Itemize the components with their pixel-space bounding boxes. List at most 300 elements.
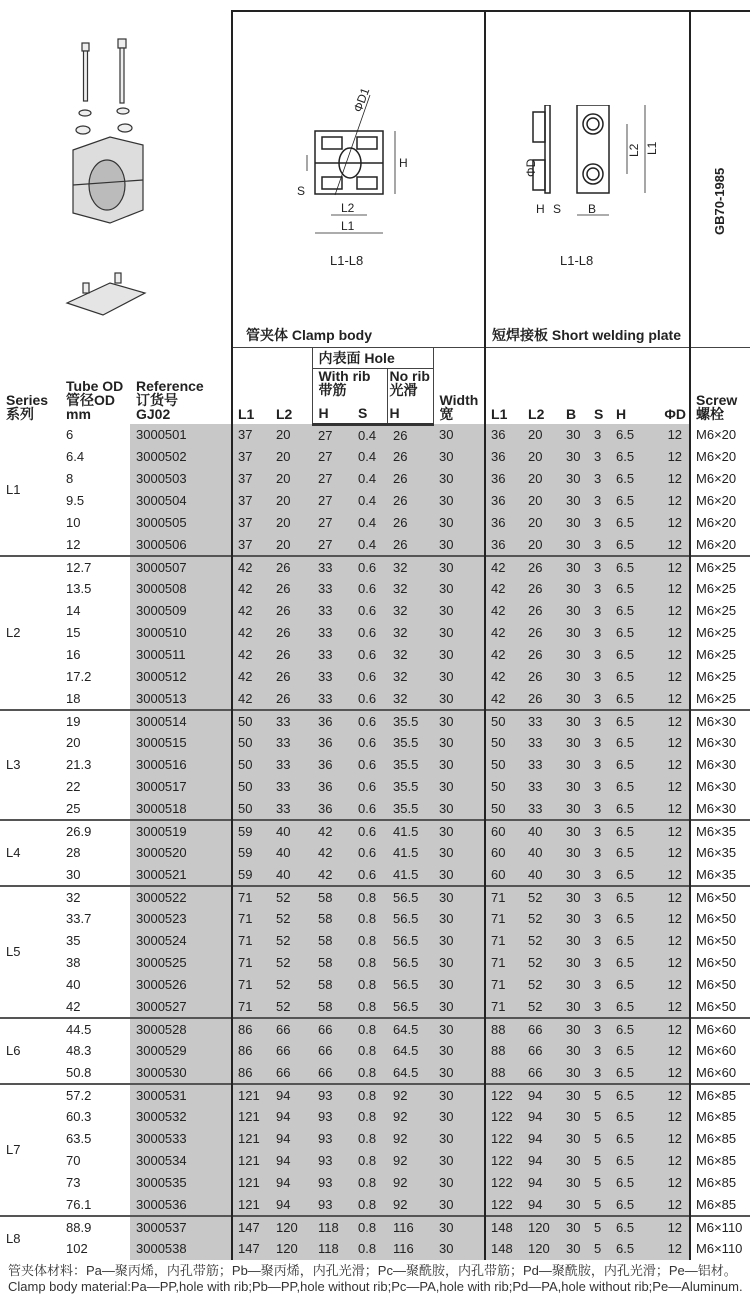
plate-b-cell: 30 bbox=[560, 710, 592, 732]
plate-l2-cell: 26 bbox=[522, 622, 560, 644]
clamp-h-cell: 33 bbox=[312, 578, 352, 600]
plate-d-cell: 12 bbox=[640, 1194, 690, 1216]
reference-cell: 3000522 bbox=[130, 886, 232, 908]
reference-cell: 3000508 bbox=[130, 578, 232, 600]
plate-h-cell: 6.5 bbox=[610, 732, 640, 754]
reference-cell: 3000501 bbox=[130, 424, 232, 446]
series-cell: L4 bbox=[0, 820, 60, 886]
plate-h-cell: 6.5 bbox=[610, 622, 640, 644]
plate-d-cell: 12 bbox=[640, 908, 690, 930]
clamp-l2-cell: 20 bbox=[270, 446, 312, 468]
clamp-s-cell: 0.6 bbox=[352, 776, 387, 798]
clamp-l1-cell: 42 bbox=[232, 666, 270, 688]
plate-l1-cell: 50 bbox=[485, 798, 522, 820]
plate-l2-cell: 26 bbox=[522, 556, 560, 578]
plate-b-cell: 30 bbox=[560, 842, 592, 864]
clamp-h-cell: 33 bbox=[312, 688, 352, 710]
plate-l2-cell: 66 bbox=[522, 1062, 560, 1084]
clamp-h-norib-cell: 35.5 bbox=[387, 776, 433, 798]
clamp-s-cell: 0.6 bbox=[352, 666, 387, 688]
plate-s-cell: 3 bbox=[592, 996, 610, 1018]
plate-d-cell: 12 bbox=[640, 1150, 690, 1172]
screw-cell: M6×50 bbox=[696, 911, 737, 926]
table-row bbox=[0, 556, 750, 578]
reference-cell: 3000514 bbox=[130, 710, 232, 732]
clamp-l2-cell: 20 bbox=[270, 468, 312, 490]
clamp-l1-cell: 121 bbox=[232, 1172, 270, 1194]
plate-l2-cell: 52 bbox=[522, 886, 560, 908]
width-cell: 30 bbox=[433, 996, 485, 1018]
reference-cell: 3000534 bbox=[130, 1150, 232, 1172]
reference-cell: 3000516 bbox=[130, 754, 232, 776]
plate-d-cell: 12 bbox=[640, 886, 690, 908]
clamp-h-cell: 66 bbox=[312, 1018, 352, 1040]
clamp-h-cell: 36 bbox=[312, 710, 352, 732]
clamp-h-norib-cell: 92 bbox=[387, 1150, 433, 1172]
clamp-l1-cell: 42 bbox=[232, 556, 270, 578]
clamp-l2-cell: 20 bbox=[270, 512, 312, 534]
clamp-s-cell: 0.8 bbox=[352, 1194, 387, 1216]
reference-cell: 3000518 bbox=[130, 798, 232, 820]
plate-l1-cell: 60 bbox=[485, 864, 522, 886]
clamp-h-norib-cell: 92 bbox=[387, 1106, 433, 1128]
tube-od-cell: 50.8 bbox=[66, 1064, 92, 1080]
plate-b-cell: 30 bbox=[560, 1084, 592, 1106]
reference-cell: 3000507 bbox=[130, 556, 232, 578]
tube-od-cell: 12 bbox=[66, 536, 81, 552]
plate-h-cell: 6.5 bbox=[610, 1216, 640, 1238]
plate-s-cell: 3 bbox=[592, 820, 610, 842]
tube-od-cell: 17.2 bbox=[66, 669, 92, 684]
clamp-h-cell: 58 bbox=[312, 952, 352, 974]
plate-l1-cell: 122 bbox=[485, 1172, 522, 1194]
clamp-l1-cell: 42 bbox=[232, 688, 270, 710]
series-cell: L1 bbox=[6, 481, 21, 497]
dim-h-label: H bbox=[536, 202, 545, 216]
clamp-h-norib-cell: 26 bbox=[387, 424, 433, 446]
table-row bbox=[0, 578, 750, 600]
clamp-l1-cell: 50 bbox=[232, 732, 270, 754]
clamp-l1-cell: 59 bbox=[232, 842, 270, 864]
plate-caption: L1-L8 bbox=[560, 253, 594, 268]
clamp-h-norib-cell: 64.5 bbox=[387, 1062, 433, 1084]
plate-s-cell: 3 bbox=[592, 534, 610, 556]
clamp-h-norib-cell: 41.5 bbox=[387, 820, 433, 842]
clamp-l2-cell: 40 bbox=[270, 820, 312, 842]
screw-cell: M6×50 bbox=[696, 955, 737, 970]
plate-l2-cell: 52 bbox=[522, 996, 560, 1018]
plate-s-cell: 3 bbox=[592, 974, 610, 996]
plate-l2-cell: 20 bbox=[522, 468, 560, 490]
clamp-s-cell: 0.8 bbox=[352, 1040, 387, 1062]
clamp-l1-cell: 121 bbox=[232, 1106, 270, 1128]
clamp-s-cell: 0.6 bbox=[352, 622, 387, 644]
reference-cell: 3000530 bbox=[130, 1062, 232, 1084]
clamp-l2-cell: 26 bbox=[270, 556, 312, 578]
clamp-l1-cell: 86 bbox=[232, 1018, 270, 1040]
plate-s-cell: 3 bbox=[592, 468, 610, 490]
reference-cell: 3000532 bbox=[130, 1106, 232, 1128]
clamp-h-norib-cell: 26 bbox=[387, 446, 433, 468]
clamp-l1-cell: 59 bbox=[232, 820, 270, 842]
clamp-h-cell: 33 bbox=[312, 556, 352, 578]
clamp-h-norib-cell: 35.5 bbox=[387, 754, 433, 776]
header-hole: 内表面 Hole bbox=[312, 348, 433, 369]
plate-l1-cell: 148 bbox=[485, 1238, 522, 1260]
header-screw: Screw 螺栓 bbox=[690, 348, 750, 425]
plate-d-cell: 12 bbox=[640, 1172, 690, 1194]
dim-h-label: H bbox=[399, 156, 408, 170]
plate-b-cell: 30 bbox=[560, 1216, 592, 1238]
plate-h-cell: 6.5 bbox=[610, 886, 640, 908]
reference-cell: 3000535 bbox=[130, 1172, 232, 1194]
material-note-cn: 管夹体材料：Pa—聚丙烯，内孔带筋；Pb—聚丙烯，内孔光滑；Pc—聚酰胺，内孔带筋；Pd—聚酰胺，内孔光滑；Pe—铝材。 bbox=[8, 1263, 737, 1278]
plate-b-cell: 30 bbox=[560, 908, 592, 930]
screw-cell: M6×25 bbox=[696, 603, 737, 618]
reference-cell: 3000523 bbox=[130, 908, 232, 930]
clamp-s-cell: 0.8 bbox=[352, 1084, 387, 1106]
clamp-h-cell: 33 bbox=[312, 666, 352, 688]
plate-h-cell: 6.5 bbox=[610, 578, 640, 600]
plate-b-cell: 30 bbox=[560, 556, 592, 578]
plate-h-cell: 6.5 bbox=[610, 1172, 640, 1194]
plate-s-cell: 5 bbox=[592, 1106, 610, 1128]
tube-od-cell: 19 bbox=[60, 710, 130, 732]
width-cell: 30 bbox=[433, 490, 485, 512]
clamp-h-norib-cell: 56.5 bbox=[387, 930, 433, 952]
width-cell: 30 bbox=[433, 776, 485, 798]
screw-cell: M6×110 bbox=[690, 1216, 750, 1238]
clamp-h-cell: 33 bbox=[312, 644, 352, 666]
clamp-l1-cell: 71 bbox=[232, 952, 270, 974]
plate-s-cell: 3 bbox=[592, 776, 610, 798]
plate-d-cell: 12 bbox=[640, 512, 690, 534]
clamp-h-norib-cell: 116 bbox=[387, 1216, 433, 1238]
tube-od-cell: 73 bbox=[66, 1175, 81, 1190]
plate-b-cell: 30 bbox=[560, 864, 592, 886]
plate-d-cell: 12 bbox=[640, 578, 690, 600]
reference-cell: 3000520 bbox=[130, 842, 232, 864]
screw-cell: M6×85 bbox=[696, 1196, 737, 1212]
table-row bbox=[0, 974, 750, 996]
width-cell: 30 bbox=[433, 600, 485, 622]
screw-cell: M6×85 bbox=[696, 1153, 737, 1168]
table-row bbox=[0, 930, 750, 952]
clamp-h-cell: 118 bbox=[312, 1238, 352, 1260]
clamp-h-cell: 93 bbox=[312, 1128, 352, 1150]
plate-l1-cell: 42 bbox=[485, 644, 522, 666]
clamp-h-norib-cell: 64.5 bbox=[387, 1018, 433, 1040]
plate-d-cell: 12 bbox=[640, 644, 690, 666]
table-row bbox=[0, 820, 750, 842]
plate-l2-cell: 52 bbox=[522, 908, 560, 930]
tube-od-cell: 48.3 bbox=[66, 1043, 92, 1058]
plate-s-cell: 3 bbox=[592, 798, 610, 820]
screw-cell: M6×30 bbox=[696, 735, 737, 750]
clamp-h-norib-cell: 26 bbox=[387, 490, 433, 512]
plate-b-cell: 30 bbox=[560, 666, 592, 688]
screw-cell: M6×20 bbox=[696, 449, 737, 464]
plate-d-cell: 12 bbox=[640, 1238, 690, 1260]
width-cell: 30 bbox=[433, 974, 485, 996]
table-row bbox=[0, 754, 750, 776]
screw-cell: M6×50 bbox=[690, 886, 750, 908]
width-cell: 30 bbox=[433, 1106, 485, 1128]
clamp-h-norib-cell: 32 bbox=[387, 600, 433, 622]
table-row bbox=[0, 600, 750, 622]
tube-od-cell: 26.9 bbox=[60, 820, 130, 842]
clamp-h-cell: 93 bbox=[312, 1084, 352, 1106]
clamp-s-cell: 0.6 bbox=[352, 864, 387, 886]
clamp-l2-cell: 20 bbox=[270, 534, 312, 556]
screw-cell: M6×30 bbox=[696, 757, 737, 772]
clamp-l1-cell: 121 bbox=[232, 1128, 270, 1150]
clamp-h-norib-cell: 32 bbox=[387, 666, 433, 688]
tube-od-cell: 6 bbox=[66, 427, 74, 442]
clamp-s-cell: 0.6 bbox=[352, 644, 387, 666]
clamp-h-norib-cell: 56.5 bbox=[387, 886, 433, 908]
plate-b-cell: 30 bbox=[560, 732, 592, 754]
plate-d-cell: 12 bbox=[640, 974, 690, 996]
plate-h-cell: 6.5 bbox=[610, 930, 640, 952]
width-cell: 30 bbox=[433, 556, 485, 578]
width-cell: 30 bbox=[433, 1040, 485, 1062]
dim-d-label: ΦD bbox=[524, 158, 538, 177]
plate-l1-cell: 36 bbox=[485, 534, 522, 556]
clamp-h-norib-cell: 35.5 bbox=[387, 732, 433, 754]
screw-cell: M6×50 bbox=[696, 933, 737, 948]
tube-od-cell: 9.5 bbox=[66, 493, 85, 508]
clamp-l2-cell: 52 bbox=[270, 974, 312, 996]
plate-d-cell: 12 bbox=[640, 688, 690, 710]
clamp-h-cell: 33 bbox=[312, 600, 352, 622]
plate-l2-cell: 26 bbox=[522, 644, 560, 666]
clamp-l2-cell: 94 bbox=[270, 1150, 312, 1172]
table-row bbox=[0, 688, 750, 710]
reference-cell: 3000524 bbox=[130, 930, 232, 952]
clamp-h-norib-cell: 32 bbox=[387, 688, 433, 710]
clamp-s-cell: 0.6 bbox=[352, 842, 387, 864]
dim-l2-label: L2 bbox=[627, 143, 641, 157]
header-clamp-l2: L2 bbox=[270, 348, 312, 425]
plate-h-cell: 6.5 bbox=[610, 864, 640, 886]
clamp-s-cell: 0.8 bbox=[352, 908, 387, 930]
clamp-l2-cell: 40 bbox=[270, 864, 312, 886]
plate-b-cell: 30 bbox=[560, 820, 592, 842]
plate-b-cell: 30 bbox=[560, 688, 592, 710]
tube-od-cell: 14 bbox=[66, 603, 81, 618]
plate-s-cell: 3 bbox=[592, 732, 610, 754]
spec-table bbox=[0, 347, 750, 1260]
clamp-s-cell: 0.4 bbox=[352, 490, 387, 512]
clamp-l2-cell: 120 bbox=[270, 1238, 312, 1260]
plate-l2-cell: 120 bbox=[522, 1238, 560, 1260]
clamp-h-norib-cell: 32 bbox=[387, 644, 433, 666]
clamp-s-cell: 0.4 bbox=[352, 512, 387, 534]
screw-cell: M6×20 bbox=[696, 536, 737, 552]
clamp-l2-cell: 20 bbox=[270, 490, 312, 512]
width-cell: 30 bbox=[433, 1216, 485, 1238]
screw-cell: M6×85 bbox=[696, 1109, 737, 1124]
table-row bbox=[0, 886, 750, 908]
clamp-s-cell: 0.8 bbox=[352, 1062, 387, 1084]
width-cell: 30 bbox=[433, 1084, 485, 1106]
welding-plate-drawing bbox=[515, 105, 665, 225]
table-row bbox=[0, 732, 750, 754]
plate-s-cell: 3 bbox=[592, 952, 610, 974]
plate-s-cell: 3 bbox=[592, 600, 610, 622]
plate-s-cell: 3 bbox=[592, 578, 610, 600]
plate-b-cell: 30 bbox=[560, 424, 592, 446]
table-row bbox=[0, 1062, 750, 1084]
plate-l1-cell: 71 bbox=[485, 930, 522, 952]
plate-l2-cell: 66 bbox=[522, 1040, 560, 1062]
table-row bbox=[0, 908, 750, 930]
reference-cell: 3000519 bbox=[130, 820, 232, 842]
reference-cell: 3000509 bbox=[130, 600, 232, 622]
plate-s-cell: 5 bbox=[592, 1172, 610, 1194]
clamp-l1-cell: 121 bbox=[232, 1194, 270, 1216]
plate-l2-cell: 52 bbox=[522, 952, 560, 974]
width-cell: 30 bbox=[433, 930, 485, 952]
tube-od-cell: 76.1 bbox=[66, 1196, 92, 1212]
reference-cell: 3000513 bbox=[130, 688, 232, 710]
clamp-l1-cell: 50 bbox=[232, 754, 270, 776]
divider bbox=[689, 10, 691, 1260]
plate-d-cell: 12 bbox=[640, 842, 690, 864]
clamp-l1-cell: 121 bbox=[232, 1084, 270, 1106]
plate-s-cell: 3 bbox=[592, 512, 610, 534]
clamp-h-cell: 36 bbox=[312, 754, 352, 776]
plate-d-cell: 12 bbox=[640, 1018, 690, 1040]
plate-s-cell: 3 bbox=[592, 864, 610, 886]
clamp-h-norib-cell: 56.5 bbox=[387, 908, 433, 930]
width-cell: 30 bbox=[433, 798, 485, 820]
clamp-h-norib-cell: 56.5 bbox=[387, 952, 433, 974]
screw-cell: M6×35 bbox=[696, 866, 737, 882]
dim-l1-label: L1 bbox=[645, 141, 659, 155]
plate-b-cell: 30 bbox=[560, 622, 592, 644]
clamp-caption: L1-L8 bbox=[330, 253, 364, 268]
plate-s-cell: 5 bbox=[592, 1194, 610, 1216]
reference-cell: 3000531 bbox=[130, 1084, 232, 1106]
clamp-h-cell: 58 bbox=[312, 974, 352, 996]
width-cell: 30 bbox=[433, 644, 485, 666]
clamp-h-cell: 27 bbox=[312, 512, 352, 534]
reference-cell: 3000536 bbox=[130, 1194, 232, 1216]
clamp-s-cell: 0.8 bbox=[352, 1238, 387, 1260]
plate-b-cell: 30 bbox=[560, 1106, 592, 1128]
plate-l2-cell: 26 bbox=[522, 600, 560, 622]
plate-s-cell: 3 bbox=[592, 1062, 610, 1084]
width-cell: 30 bbox=[433, 1062, 485, 1084]
table-row bbox=[0, 490, 750, 512]
tube-od-cell: 57.2 bbox=[60, 1084, 130, 1106]
width-cell: 30 bbox=[433, 864, 485, 886]
plate-d-cell: 12 bbox=[640, 1040, 690, 1062]
clamp-s-cell: 0.8 bbox=[352, 886, 387, 908]
screw-cell: M6×20 bbox=[696, 427, 737, 442]
clamp-s-cell: 0.8 bbox=[352, 1172, 387, 1194]
plate-s-cell: 3 bbox=[592, 842, 610, 864]
width-cell: 30 bbox=[433, 622, 485, 644]
plate-h-cell: 6.5 bbox=[610, 490, 640, 512]
tube-od-cell: 25 bbox=[66, 800, 81, 816]
divider bbox=[484, 10, 486, 1260]
plate-s-cell: 3 bbox=[592, 644, 610, 666]
width-cell: 30 bbox=[433, 1172, 485, 1194]
screw-cell: M6×20 bbox=[696, 515, 737, 530]
reference-cell: 3000538 bbox=[130, 1238, 232, 1260]
reference-cell: 3000511 bbox=[130, 644, 232, 666]
clamp-s-cell: 0.6 bbox=[352, 798, 387, 820]
plate-l2-cell: 120 bbox=[522, 1216, 560, 1238]
clamp-h-norib-cell: 56.5 bbox=[387, 996, 433, 1018]
tube-od-cell: 102 bbox=[66, 1241, 88, 1256]
table-row bbox=[0, 644, 750, 666]
plate-b-cell: 30 bbox=[560, 974, 592, 996]
clamp-h-norib-cell: 26 bbox=[387, 534, 433, 556]
reference-cell: 3000515 bbox=[130, 732, 232, 754]
clamp-h-cell: 93 bbox=[312, 1194, 352, 1216]
clamp-l1-cell: 37 bbox=[232, 446, 270, 468]
reference-cell: 3000521 bbox=[130, 864, 232, 886]
table-row bbox=[0, 468, 750, 490]
clamp-h-cell: 58 bbox=[312, 930, 352, 952]
plate-l1-cell: 88 bbox=[485, 1062, 522, 1084]
plate-s-cell: 5 bbox=[592, 1238, 610, 1260]
clamp-l1-cell: 37 bbox=[232, 468, 270, 490]
clamp-h-norib-cell: 92 bbox=[387, 1172, 433, 1194]
screw-cell: M6×35 bbox=[690, 820, 750, 842]
tube-od-cell: 20 bbox=[66, 735, 81, 750]
clamp-l2-cell: 26 bbox=[270, 644, 312, 666]
plate-d-cell: 12 bbox=[640, 600, 690, 622]
top-border bbox=[232, 10, 750, 12]
clamp-l2-cell: 66 bbox=[270, 1062, 312, 1084]
plate-d-cell: 12 bbox=[640, 666, 690, 688]
table-row bbox=[0, 952, 750, 974]
header-rib-s: S bbox=[352, 400, 387, 424]
plate-l1-cell: 148 bbox=[485, 1216, 522, 1238]
table-row bbox=[0, 1194, 750, 1216]
clamp-h-norib-cell: 32 bbox=[387, 578, 433, 600]
plate-l2-cell: 52 bbox=[522, 930, 560, 952]
plate-s-cell: 3 bbox=[592, 1018, 610, 1040]
screw-cell: M6×25 bbox=[696, 625, 737, 640]
width-cell: 30 bbox=[433, 446, 485, 468]
plate-h-cell: 6.5 bbox=[610, 754, 640, 776]
clamp-h-cell: 118 bbox=[312, 1216, 352, 1238]
reference-cell: 3000505 bbox=[130, 512, 232, 534]
clamp-l1-cell: 42 bbox=[232, 622, 270, 644]
plate-d-cell: 12 bbox=[640, 468, 690, 490]
clamp-h-cell: 58 bbox=[312, 908, 352, 930]
plate-l2-cell: 26 bbox=[522, 666, 560, 688]
reference-cell: 3000525 bbox=[130, 952, 232, 974]
header-plate-s: S bbox=[592, 348, 610, 425]
header-plate-d: ΦD bbox=[640, 348, 690, 425]
plate-l1-cell: 122 bbox=[485, 1128, 522, 1150]
clamp-h-norib-cell: 116 bbox=[387, 1238, 433, 1260]
plate-l2-cell: 40 bbox=[522, 820, 560, 842]
clamp-s-cell: 0.4 bbox=[352, 468, 387, 490]
header-no-rib: No rib 光滑 bbox=[387, 369, 433, 401]
clamp-assembly-illustration bbox=[55, 35, 165, 320]
clamp-l1-cell: 50 bbox=[232, 710, 270, 732]
clamp-l2-cell: 94 bbox=[270, 1106, 312, 1128]
plate-l1-cell: 42 bbox=[485, 688, 522, 710]
